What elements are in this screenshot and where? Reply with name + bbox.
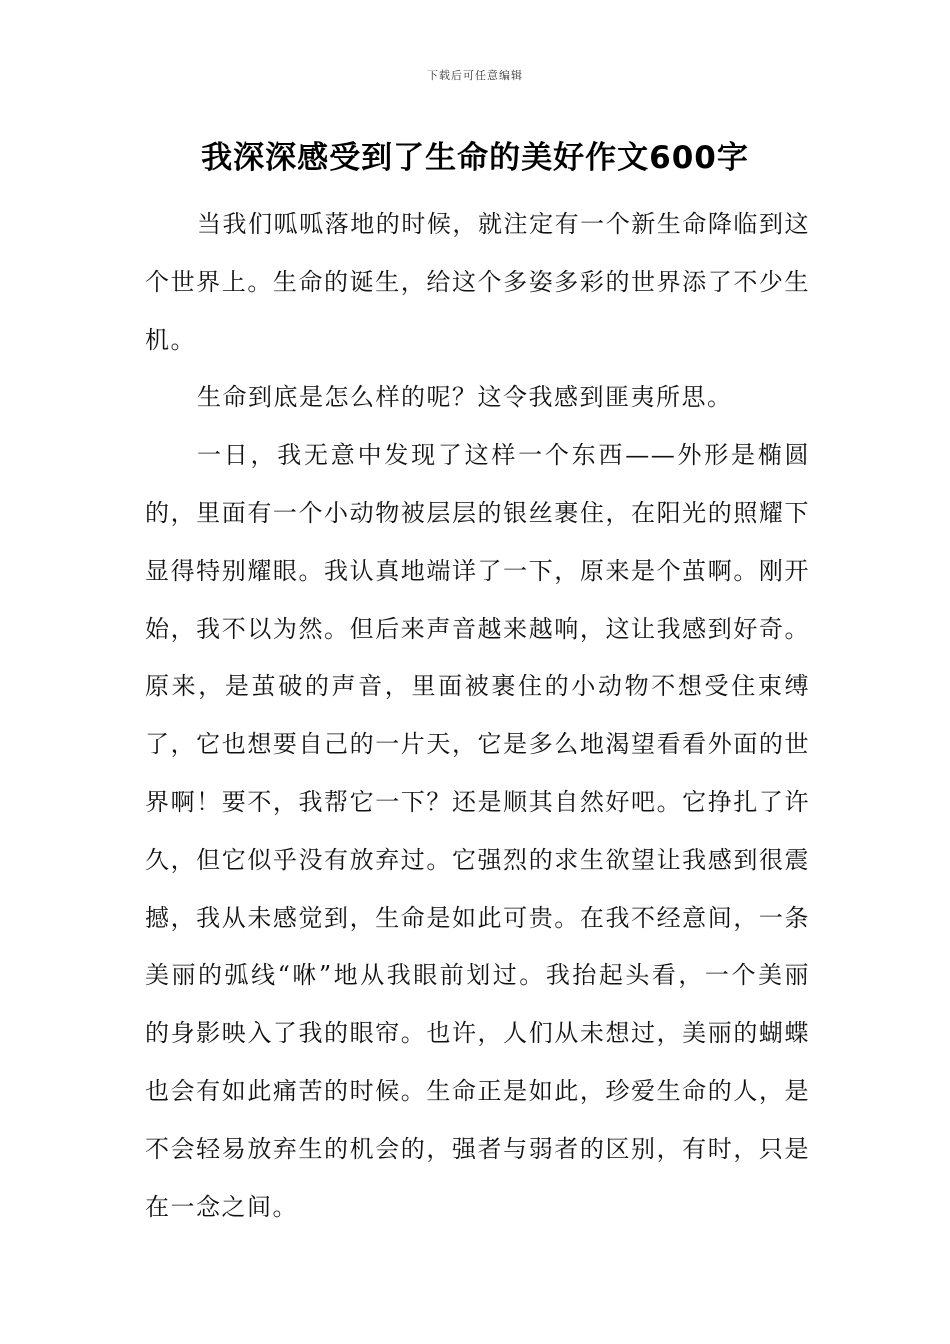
paragraph-1: 当我们呱呱落地的时候，就注定有一个新生命降临到这个世界上。生命的诞生，给这个多姿多彩的世界添了不少生机。 — [145, 210, 810, 354]
essay-body — [145, 196, 810, 1236]
paragraph-3: 一日，我无意中发现了这样一个东西——外形是椭圆的，里面有一个小动物被层层的银丝裹住，在阳光的照耀下显得特别耀眼。我认真地端详了一下，原来是个茧啊。刚开始，我不以为然。但后来声音越来越响，这让我感到好奇。原来，是茧破的声音，里面被裹住的小动物不想受住束缚了，它也想要自己的一片天，它是多么地渴望看看外面的世界啊！要不，我帮它一下？还是顺其自然好吧。它挣扎了许久，但它似乎没有放弃过。它强烈的求生欲望让我感到很震撼，我从未感觉到，生命是如此可贵。在我不经意间，一条美丽的弧线“咻”地从我眼前划过。我抬起头看，一个美丽的身影映入了我的眼帘。也许，人们从未想过，美丽的蝴蝶也会有如此痛苦的时候。生命正是如此，珍爱生命的人，是不会轻易放弃生的机会的，强者与弱者的区别，有时，只是在一念之间。 — [145, 441, 810, 1221]
paragraph-2: 生命到底是怎么样的呢？这令我感到匪夷所思。 — [197, 383, 733, 412]
document-title: 我深深感受到了生命的美好作文600字 — [201, 140, 749, 176]
header-note: 下载后可任意编辑 — [427, 69, 523, 82]
